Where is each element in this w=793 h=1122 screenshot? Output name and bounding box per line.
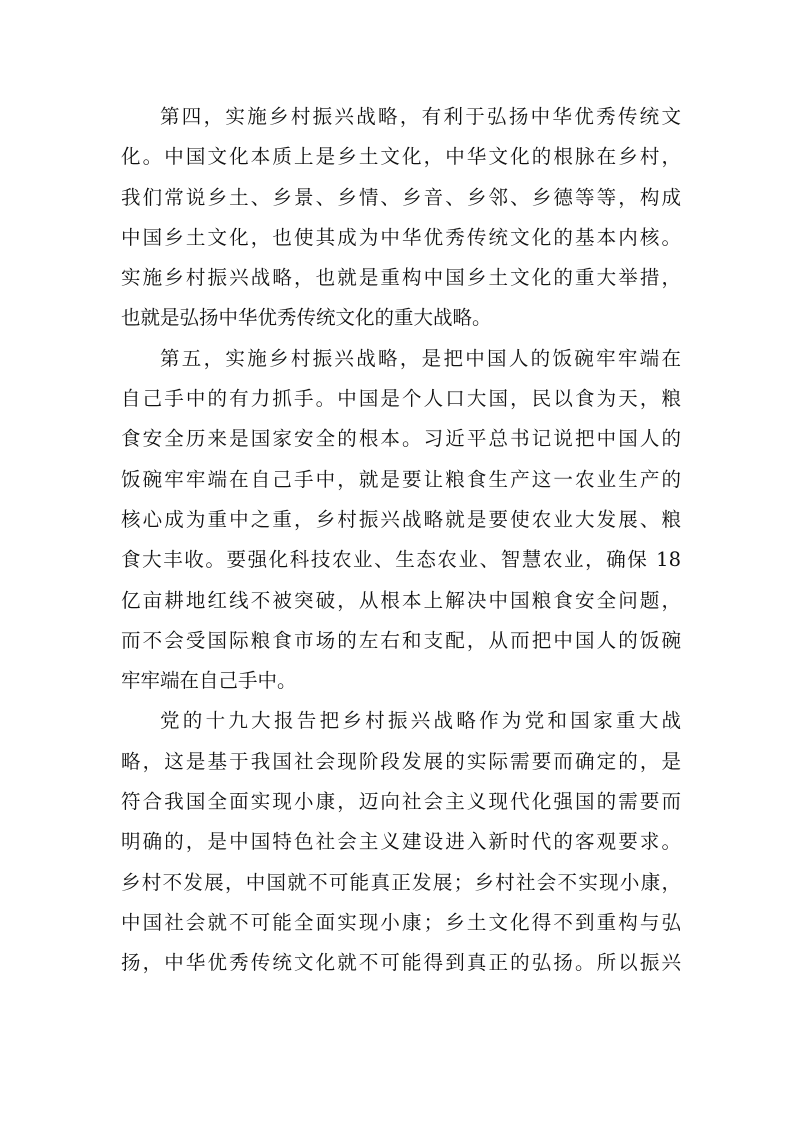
paragraph-line: 食安全历来是国家安全的根本。习近平总书记说把中国人的 (121, 427, 681, 451)
paragraph-line: 食大丰收。要强化科技农业、生态农业、智慧农业，确保 18 (121, 548, 681, 572)
paragraph-line: 化。中国文化本质上是乡土文化，中华文化的根脉在乡村， (121, 145, 681, 169)
paragraph-line: 饭碗牢牢端在自己手中，就是要让粮食生产这一农业生产的 (121, 467, 681, 491)
paragraph-line: 而不会受国际粮食市场的左右和支配，从而把中国人的饭碗 (121, 628, 681, 652)
paragraph-line: 乡村不发展，中国就不可能真正发展；乡村社会不实现小康， (121, 870, 681, 894)
paragraph-line: 明确的，是中国特色社会主义建设进入新时代的客观要求。 (121, 830, 681, 854)
paragraph-line: 实施乡村振兴战略，也就是重构中国乡土文化的重大举措， (121, 266, 681, 290)
paragraph-line: 亿亩耕地红线不被突破，从根本上解决中国粮食安全问题， (121, 588, 681, 612)
paragraph-line: 符合我国全面实现小康，迈向社会主义现代化强国的需要而 (121, 790, 681, 814)
paragraph-line: 自己手中的有力抓手。中国是个人口大国，民以食为天，粮 (121, 387, 681, 411)
paragraph-line: 党的十九大报告把乡村振兴战略作为党和国家重大战 (160, 709, 681, 733)
paragraph-line: 也就是弘扬中华优秀传统文化的重大战略。 (121, 306, 492, 330)
paragraph-line: 我们常说乡土、乡景、乡情、乡音、乡邻、乡德等等，构成 (121, 185, 681, 209)
paragraph-line: 略，这是基于我国社会现阶段发展的实际需要而确定的，是 (121, 749, 681, 773)
document-body (121, 97, 681, 984)
paragraph-line: 中国社会就不可能全面实现小康；乡土文化得不到重构与弘 (121, 910, 681, 934)
paragraph-line: 扬，中华优秀传统文化就不可能得到真正的弘扬。所以振兴 (121, 951, 681, 975)
paragraph-line: 核心成为重中之重，乡村振兴战略就是要使农业大发展、粮 (121, 507, 681, 531)
paragraph-line: 第四，实施乡村振兴战略，有利于弘扬中华优秀传统文 (160, 105, 681, 128)
paragraph-line: 中国乡土文化，也使其成为中华优秀传统文化的基本内核。 (121, 225, 681, 249)
paragraph-line: 牢牢端在自己手中。 (121, 669, 297, 693)
paragraph-line: 第五，实施乡村振兴战略，是把中国人的饭碗牢牢端在 (160, 346, 681, 370)
